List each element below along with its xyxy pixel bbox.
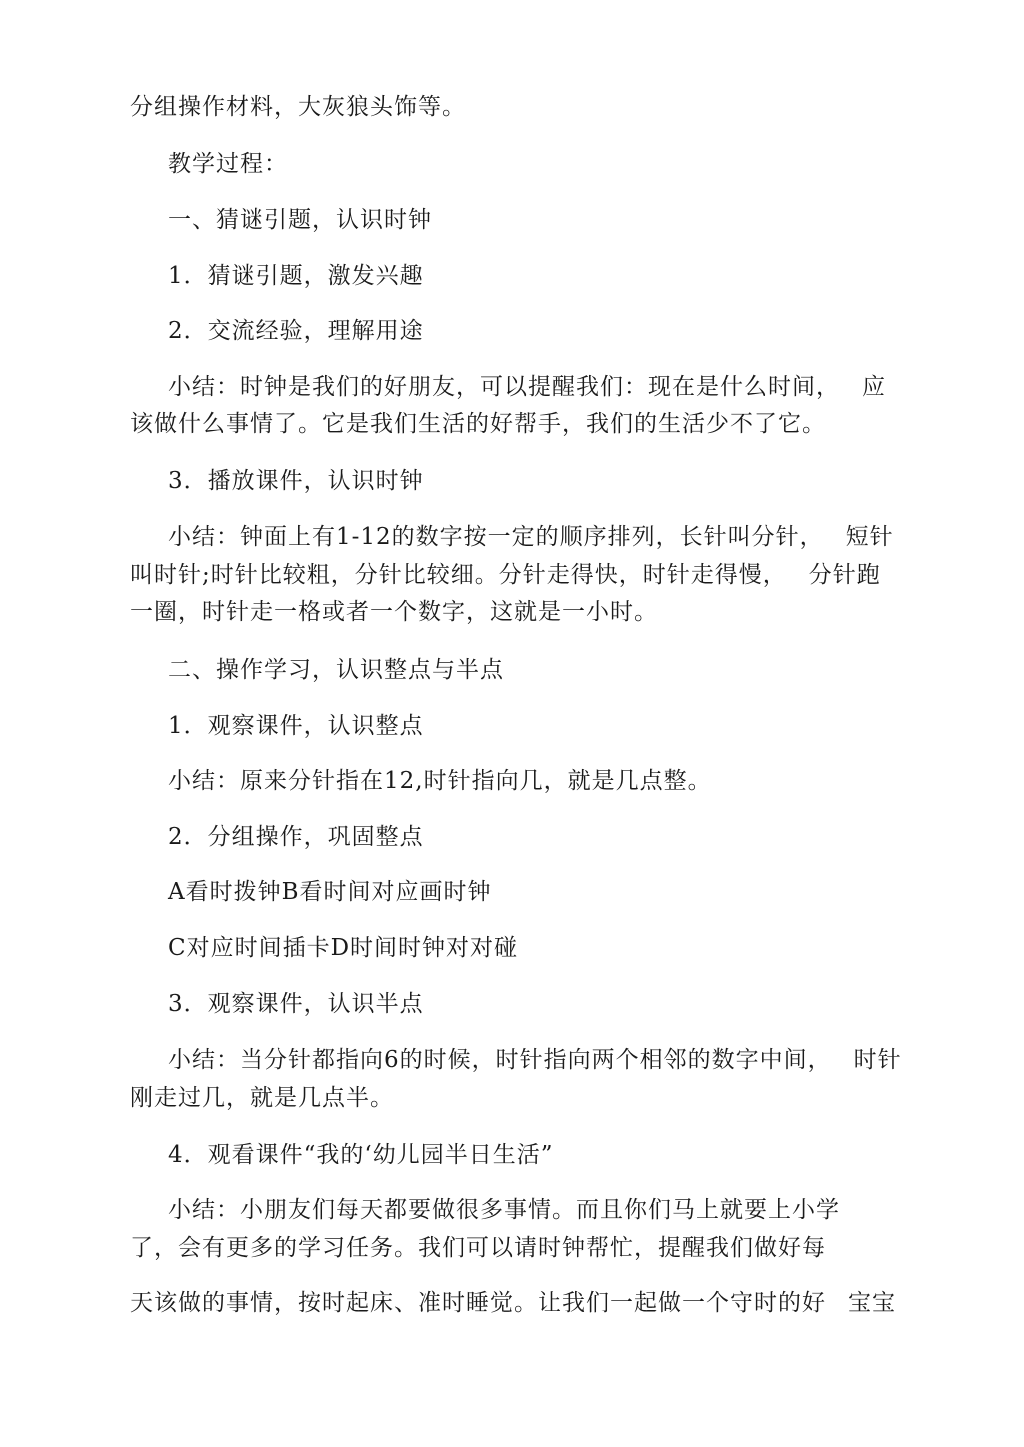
text-line: 3．播放课件，认识时钟 [168,468,424,494]
text-line: 该做什么事情了。它是我们生活的好帮手，我们的生活少不了它。 [130,411,826,437]
text-segment: 小结：钟面上有1-12的数字按一定的顺序排列，长针叫分针， [168,524,824,550]
text-segment: 时针 [853,1047,902,1073]
text-line: C对应时间插卡D时间时钟对对碰 [168,935,519,961]
text-line [168,522,894,552]
text-line: 1．猜谜引题，激发兴趣 [168,263,424,289]
text-line: 小结：小朋友们每天都要做很多事情。而且你们马上就要上小学 [168,1197,840,1223]
text-line [130,560,881,590]
text-line: 分组操作材料，大灰狼头饰等。 [130,94,466,120]
text-line: 1．观察课件，认识整点 [168,713,424,739]
text-line [168,372,886,402]
text-line: 2．交流经验，理解用途 [168,318,424,344]
text-segment: 应 [862,374,886,400]
section-heading: 一、猜谜引题，认识时钟 [168,207,432,233]
text-line: 2．分组操作，巩固整点 [168,824,424,850]
text-line: 刚走过几，就是几点半。 [130,1085,394,1111]
text-line: 了，会有更多的学习任务。我们可以请时钟帮忙，提醒我们做好每 [130,1235,826,1261]
text-line: A看时拨钟B看时间对应画时钟 [168,879,492,905]
text-line: 一圈，时针走一格或者一个数字，这就是一小时。 [130,599,658,625]
text-segment: 短针 [845,524,894,550]
text-segment: 叫时针;时针比较粗，分针比较细。分针走得快，时针走得慢， [130,562,787,588]
text-segment: 天该做的事情，按时起床、准时睡觉。让我们一起做一个守时的好 [130,1290,826,1316]
text-line: 3．观察课件，认识半点 [168,991,424,1017]
text-line [130,1288,896,1318]
section-heading: 二、操作学习，认识整点与半点 [168,657,504,683]
text-line [168,1045,902,1075]
text-segment: 宝宝 [848,1290,896,1316]
section-heading: 教学过程： [168,151,288,177]
text-line: 小结：原来分针指在12,时针指向几，就是几点整。 [168,768,712,794]
text-line: 4．观看课件“我的‘幼儿园半日生活” [168,1142,554,1168]
text-segment: 小结：时钟是我们的好朋友，可以提醒我们：现在是什么时间， [168,374,840,400]
text-segment: 分针跑 [808,562,881,588]
text-segment: 小结：当分针都指向6的时候，时针指向两个相邻的数字中间， [168,1047,832,1073]
